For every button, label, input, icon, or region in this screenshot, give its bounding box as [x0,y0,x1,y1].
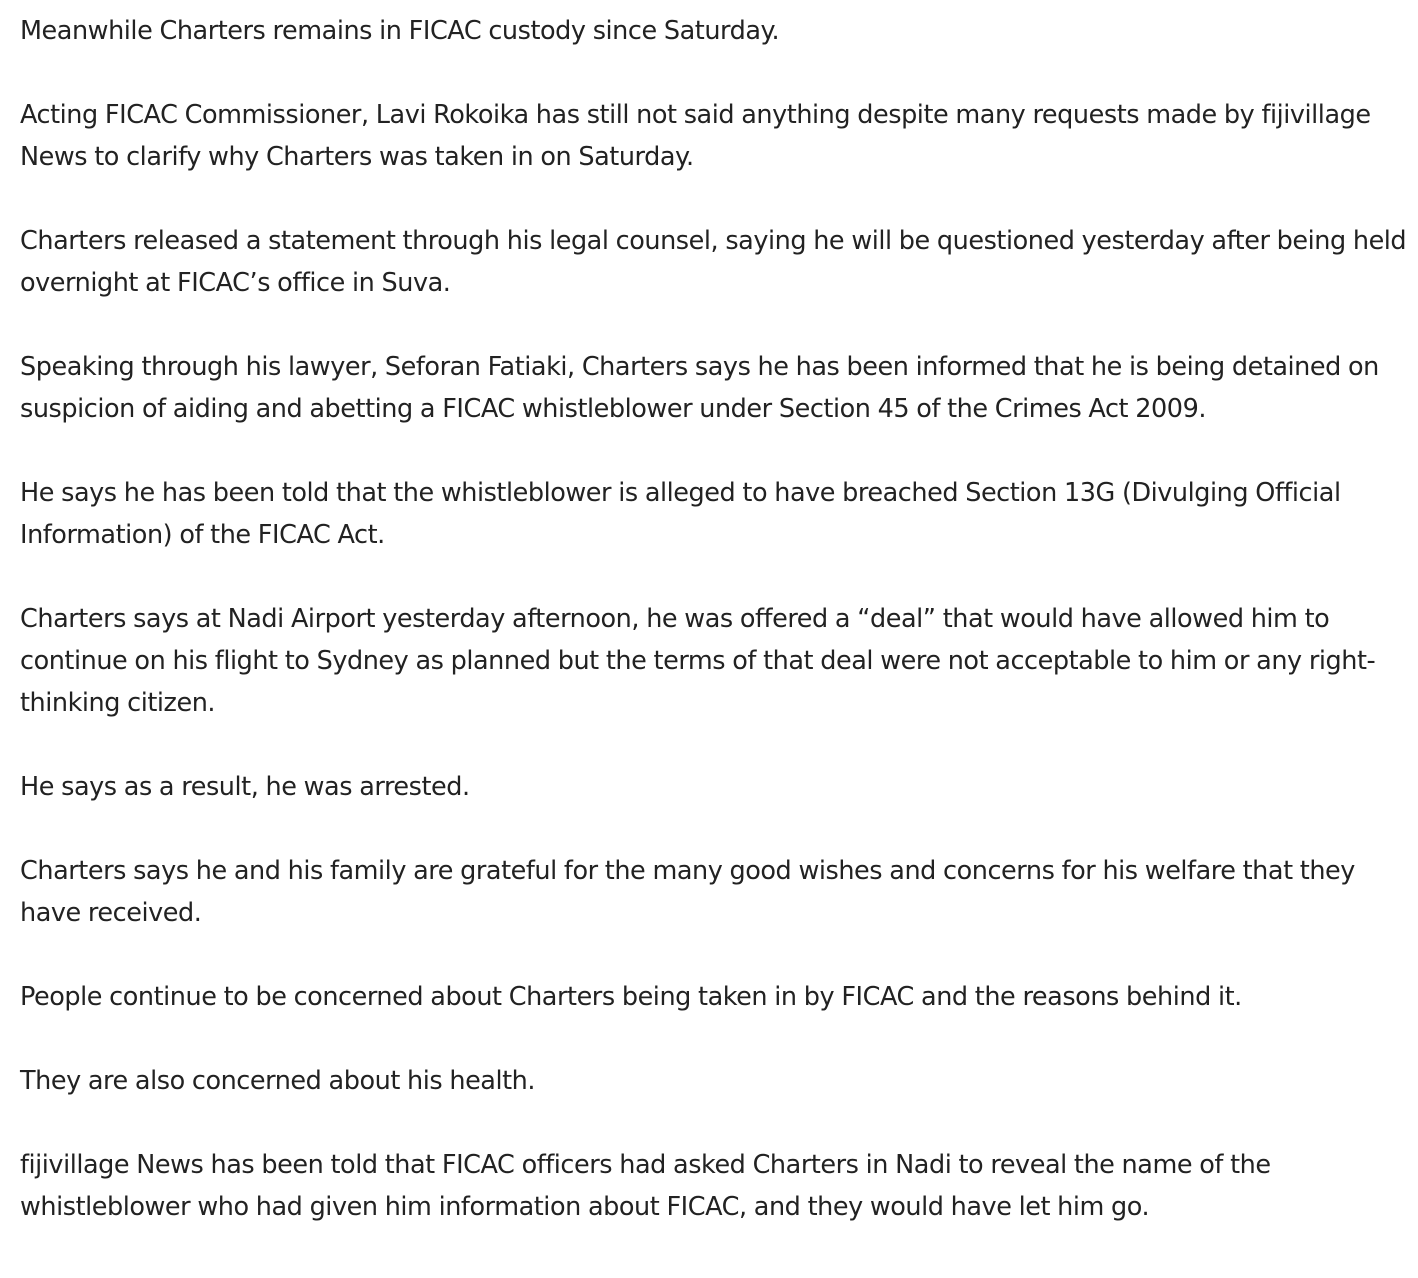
paragraph-deal: Charters says at Nadi Airport yesterday afternoon, he was offered a “deal” that would have allowed him to continue on his flight to Sydney as planned but the terms of that deal were not acceptable to him or any right-thinking citizen. [20,604,1376,718]
paragraph-arrested: He says as a result, he was arrested. [20,772,470,802]
paragraph-health: They are also concerned about his health. [20,1066,536,1096]
paragraph-commissioner: Acting FICAC Commissioner, Lavi Rokoika has still not said anything despite many requests made by fijivillage News to clarify why Charters was taken in on Saturday. [20,100,1371,172]
paragraph-concerned-public: People continue to be concerned about Charters being taken in by FICAC and the reasons behind it. [20,982,1242,1012]
paragraph-custody: Meanwhile Charters remains in FICAC custody since Saturday. [20,16,780,46]
paragraph-reveal-name: fijivillage News has been told that FICAC officers had asked Charters in Nadi to reveal the name of the whistleblower who had given him information about FICAC, and they would have let him go. [20,1150,1271,1222]
paragraph-whistleblower-breach: He says he has been told that the whistleblower is alleged to have breached Section 13G (Divulging Official Information) of the FICAC Act. [20,478,1341,550]
article-body [20,10,1415,1228]
paragraph-statement: Charters released a statement through his legal counsel, saying he will be questioned yesterday after being held overnight at FICAC’s office in Suva. [20,226,1407,298]
paragraph-lawyer: Speaking through his lawyer, Seforan Fatiaki, Charters says he has been informed that he is being detained on suspicion of aiding and abetting a FICAC whistleblower under Section 45 of the Crimes Act 2009. [20,352,1379,424]
paragraph-grateful: Charters says he and his family are grateful for the many good wishes and concerns for his welfare that they have received. [20,856,1355,928]
